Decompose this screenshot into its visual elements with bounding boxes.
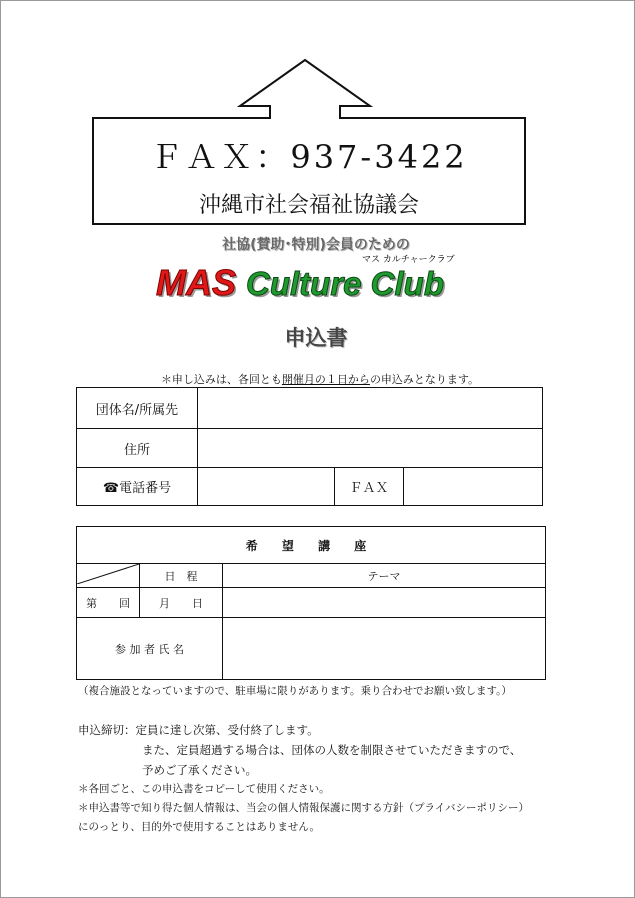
phone-field[interactable] bbox=[198, 468, 335, 506]
diagonal-cell bbox=[77, 564, 140, 588]
privacy-line-1: ＊申込書等で知り得た個人情報は、当会の個人情報保護に関する方針（プライバシーポリシー） bbox=[78, 802, 529, 814]
phone-label: ☎電話番号 bbox=[77, 468, 198, 506]
note-underlined: 開催月の１日から bbox=[281, 373, 370, 386]
theme-label: テーマ bbox=[223, 564, 546, 588]
mas-culture-club-logo bbox=[156, 262, 486, 304]
deadline-line-2: また、定員超過する場合は、団体の人数を制限させていただきますので、 bbox=[142, 743, 522, 757]
course-table bbox=[76, 526, 546, 680]
theme-field[interactable] bbox=[223, 588, 546, 618]
date-label: 月 日 bbox=[140, 588, 223, 618]
org-label: 団体名/所属先 bbox=[77, 388, 198, 429]
applicant-table bbox=[76, 387, 543, 506]
fax-field[interactable] bbox=[404, 468, 543, 506]
schedule-label: 日 程 bbox=[140, 564, 223, 588]
form-title: 申込書 bbox=[284, 326, 348, 350]
diagonal-line bbox=[77, 564, 139, 584]
participants-label: 参 加 者 氏 名 bbox=[77, 618, 223, 680]
course-header: 希 望 講 座 bbox=[77, 527, 546, 564]
address-field[interactable] bbox=[198, 429, 543, 468]
deadline-line-3: 予めご了承ください。 bbox=[142, 763, 257, 777]
privacy-line-2: にのっとり、目的外で使用することはありません。 bbox=[78, 821, 321, 833]
session-label: 第 回 bbox=[77, 588, 140, 618]
participants-field[interactable] bbox=[223, 618, 546, 680]
fax-label: ＦＡＸ bbox=[335, 468, 404, 506]
logo-culture-club: Culture Club bbox=[246, 265, 444, 302]
logo-subtitle: 社協(賛助･特別)会員のための bbox=[222, 237, 410, 253]
organization-name: 沖縄市社会福祉協議会 bbox=[198, 193, 419, 218]
application-note: ＊申し込みは、各回とも開催月の１日からの申込みとなります。 bbox=[160, 373, 480, 386]
logo-kana: マス カルチャークラブ bbox=[362, 255, 455, 265]
deadline-line-1: 申込締切：定員に達し次第、受付終了します。 bbox=[78, 723, 319, 737]
fax-number: ＦＡＸ：937-3422 bbox=[150, 138, 468, 176]
logo-mas: MAS bbox=[156, 262, 236, 303]
parking-note: （複合施設となっていますので、駐車場に限りがあります。乗り合わせでお願い致します。） bbox=[78, 685, 512, 697]
address-label: 住所 bbox=[77, 429, 198, 468]
org-field[interactable] bbox=[198, 388, 543, 429]
copy-note: ＊各回ごと、この申込書をコピーして使用ください。 bbox=[78, 783, 330, 795]
